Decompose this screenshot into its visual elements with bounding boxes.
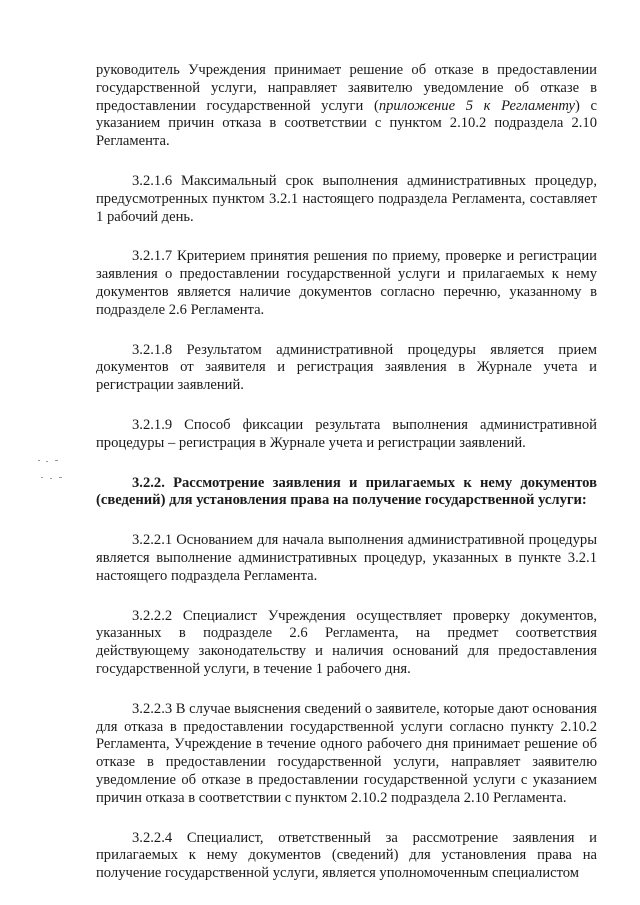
scan-speck	[38, 460, 40, 461]
paragraph-3-2-1-7: 3.2.1.7 Критерием принятия решения по приему, проверке и регистрации заявления о предоставлении государственной услуги и прилагаемых к нему документов является наличие документов согласно перечню, указанному в подразделе 2.6 Регламента.	[96, 248, 597, 318]
paragraph-3-2-2-4: 3.2.2.4 Специалист, ответственный за рассмотрение заявления и прилагаемых к нему документов (сведений) для установления права на получение государственной услуги, является уполномоченным специалистом	[96, 829, 597, 882]
paragraph-3-2-2-3: 3.2.2.3 В случае выяснения сведений о заявителе, которые дают основания для отказа в предоставлении государственной услуги согласно пункту 2.10.2 Регламента, Учреждение в течение одного рабочего дня принимает решение об отказе в предоставлении государственной услуги, направляет заявителю уведомление об отказе в предоставлении государственной услуги с указанием причин отказа в соответствии с пунктом 2.10.2 подраздела 2.10 Регламента.	[96, 700, 597, 806]
appendix-reference: приложение 5 к Регламенту	[378, 97, 576, 114]
paragraph-3-2-1-9: 3.2.1.9 Способ фиксации результата выполнения административной процедуры – регистрация в Журнале учета и регистрации заявлений.	[96, 416, 597, 451]
paragraph-3-2-1-8: 3.2.1.8 Результатом административной процедуры является прием документов от заявителя и регистрация заявления в Журнале учета и регистрации заявлений.	[96, 341, 597, 394]
scan-speck	[59, 477, 62, 478]
document-page	[96, 62, 597, 905]
paragraph-3-2-2-1: 3.2.2.1 Основанием для начала выполнения административной процедуры является выполнение административных процедур, указанных в пункте 3.2.1 настоящего подраздела Регламента.	[96, 532, 597, 584]
paragraph-3-2-1-6: 3.2.1.6 Максимальный срок выполнения административных процедур, предусмотренных пунктом 3.2.1 настоящего подраздела Регламента, составляет 1 рабочий день.	[96, 172, 597, 225]
scan-speck	[50, 478, 52, 479]
scan-speck	[55, 460, 58, 461]
paragraph-text: руководитель Учреждения принимает решение об отказе в предоставлении государственной услуги, направляет заявителю уведомление об отказе в предоставлении государственной услуги (	[96, 62, 597, 114]
scan-speck	[41, 477, 43, 478]
scan-margin-marks	[38, 460, 68, 484]
section-heading-3-2-2: 3.2.2. Рассмотрение заявления и прилагаемых к нему документов (сведений) для установления права на получение государственной услуги:	[96, 474, 597, 509]
paragraph-3-2-2-2: 3.2.2.2 Специалист Учреждения осуществляет проверку документов, указанных в подразделе 2.6 Регламента, на предмет соответствия действующему законодательству и наличия оснований для предоставления государственной услуги, в течение 1 рабочего дня.	[96, 607, 597, 677]
scan-speck	[46, 461, 48, 462]
paragraph-text: ) с указанием причин отказа в соответствии с пунктом 2.10.2 подраздела 2.10 Регламента.	[96, 97, 597, 150]
paragraph-continued	[96, 62, 597, 151]
